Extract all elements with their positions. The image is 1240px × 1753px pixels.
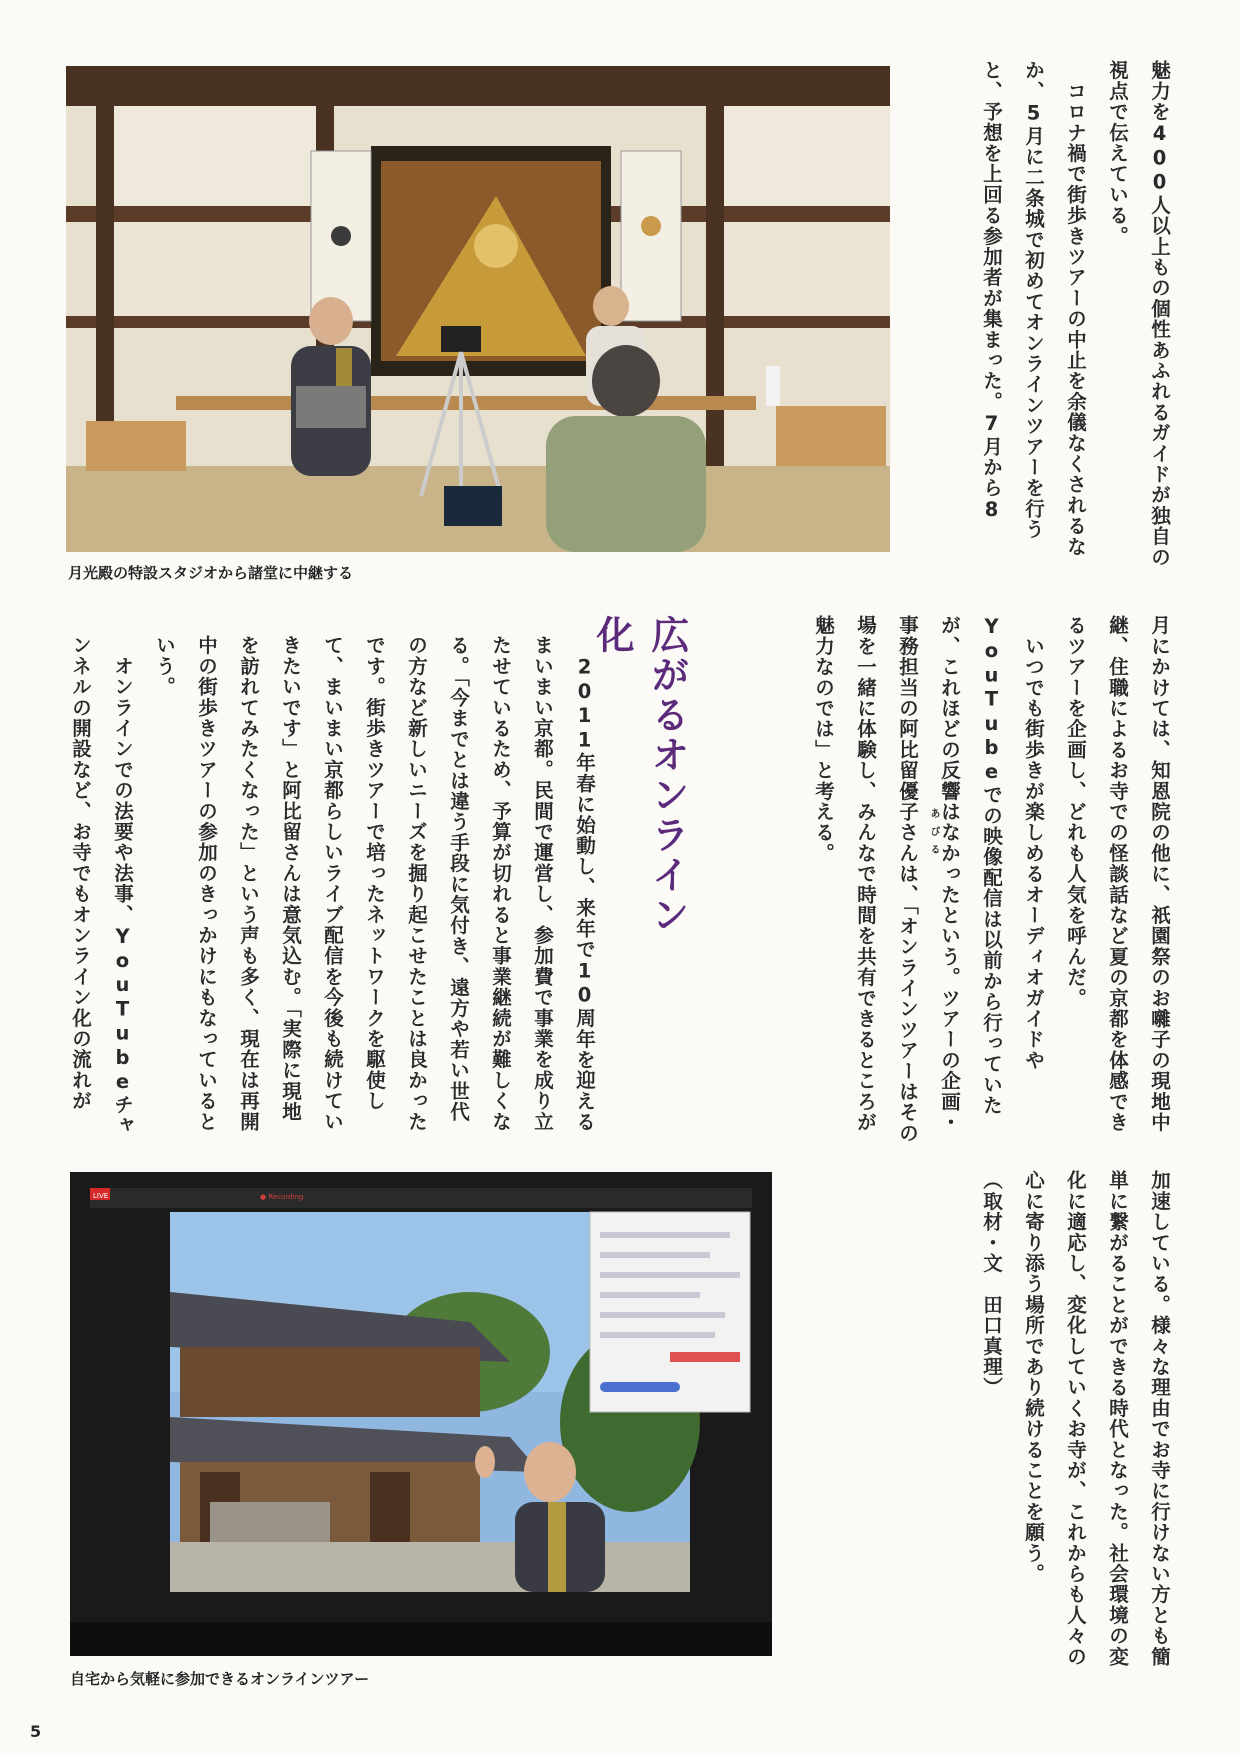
studio-photo-illustration bbox=[66, 66, 890, 552]
live-badge: LIVE bbox=[93, 1192, 109, 1200]
photo1-caption: 月光殿の特設スタジオから諸堂に中継する bbox=[68, 564, 354, 582]
section-heading: 広がるオンライン化 bbox=[590, 615, 690, 935]
article-column-d: 加速している。様々な理由でお寺に行けない方とも簡単に繋がることができる時代となった。社会環境の変化に適応し、変化していくお寺が、これからも人々の心に寄り添う場所であり続けることを願う。 （取材・文 田口真理） bbox=[980, 1170, 1171, 1667]
article-column-b: 月にかけては、知恩院の他に、祇園祭のお囃子の現地中継、住職によるお寺での怪談話など夏の京都を体感できるツアーを企画し、どれも人気を呼んだ。 いつでも街歩きが楽しめるオーディオガイドやYouTubeでの映像配信は以前から行っていたが、これほどの反響はなかったという。ツアーの企画・事務担当の阿比留優子さんは、「オンラインツアーはその場を一緒に体験し、みんなで時間を共有できるところが魅力なのでは」と考える。 bbox=[812, 615, 1171, 1144]
page-number: 5 bbox=[30, 1722, 42, 1741]
photo2-caption: 自宅から気軽に参加できるオンラインツアー bbox=[70, 1670, 370, 1688]
article-column-c: 2011年春に始動し、来年で10周年を迎えるまいまい京都。民間で運営し、参加費で事業を成り立たせているため、予算が切れると事業継続が難しくなる。「今までとは違う手段に気付き、遠方や若い世代の方など新しいニーズを掘り起こせたことは良かったです。街歩きツアーで培ったネットワークを駆使して、まいまい京都らしいライブ配信を今後も続けていきたいです」と阿比留さんは意気込む。「実際に現地を訪れてみたくなった」という声も多く、現在は再開中の街歩きツアーの参加のきっかけにもなっているという。 オンラインでの法要や法事、YouTubeチャンネルの開設など、お寺でもオンライン化の流れが bbox=[69, 635, 596, 1136]
studio-photo bbox=[66, 66, 890, 552]
online-tour-photo bbox=[70, 1172, 772, 1656]
ruby-abiru: あびる bbox=[928, 808, 939, 862]
laptop-screen-illustration bbox=[70, 1172, 772, 1656]
article-column-a: 魅力を400人以上もの個性あふれるガイドが独自の視点で伝えている。 コロナ禍で街歩きツアーの中止を余儀なくされるなか、5月に二条城で初めてオンラインツアーを行うと、予想を上回る参加者が集まった。7月から8 bbox=[980, 60, 1171, 568]
recording-indicator: ● Recording bbox=[260, 1193, 304, 1201]
